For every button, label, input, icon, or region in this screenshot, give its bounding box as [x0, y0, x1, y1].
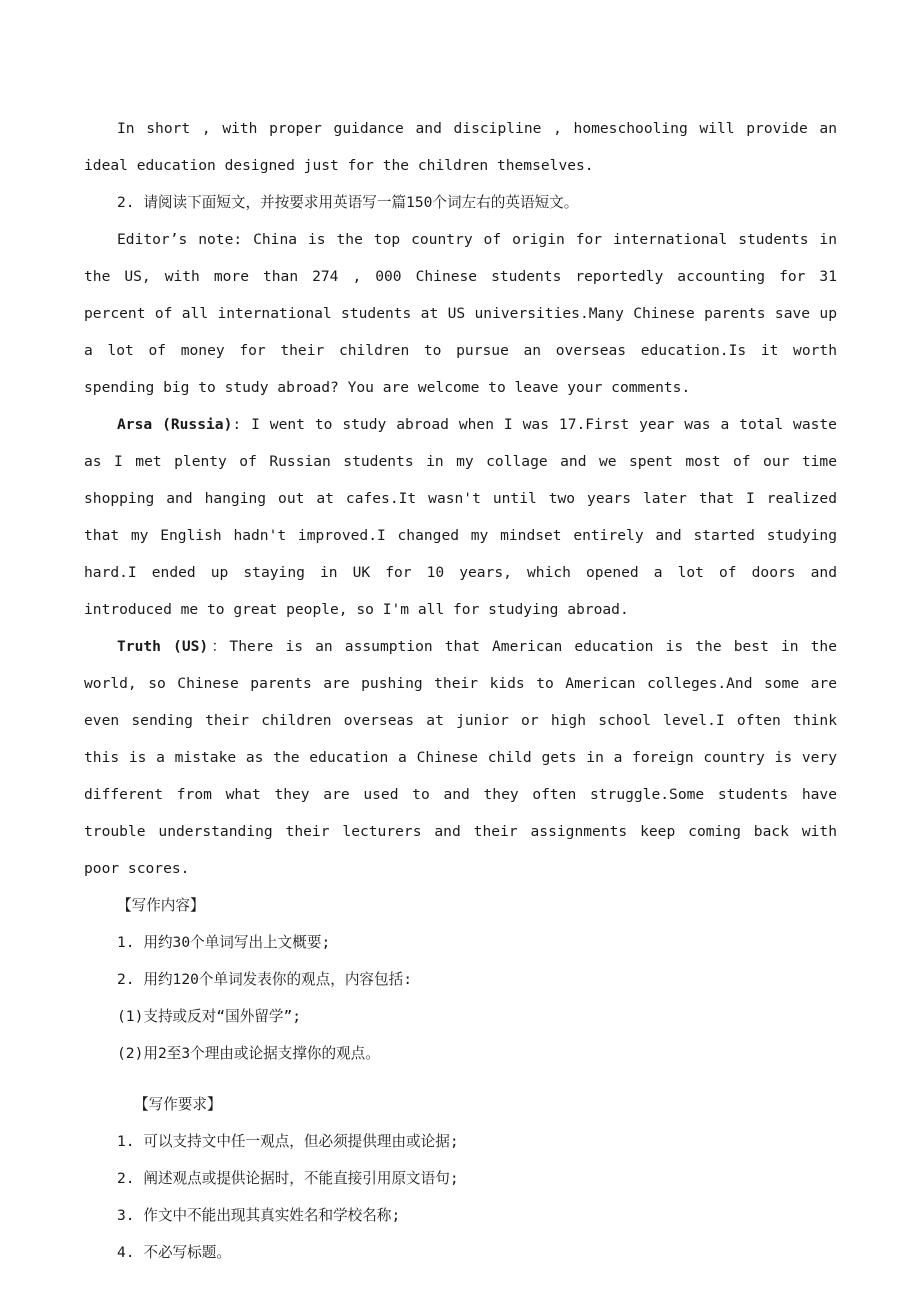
- writing-content-item: 1. 用约30个单词写出上文概要;: [117, 934, 331, 951]
- commenter-name-arsa: Arsa (Russia): [117, 416, 233, 433]
- writing-requirement-item: 3. 作文中不能出现其真实姓名和学校名称;: [117, 1207, 401, 1224]
- editors-note-paragraph: Editor’s note: China is the top country of origin for international students in the US, with more than 274 , 000 Chinese students reportedly accounting for 31 percent of all international students at US universities.Many Chinese parents save up a lot of money for their children to pursue an overseas education.Is it worth spending big to study abroad? You are welcome to leave your comments.: [84, 231, 837, 396]
- commenter-name-truth: Truth (US): [117, 638, 209, 655]
- comment-truth: [84, 628, 837, 887]
- section-spacer: [84, 1072, 837, 1086]
- document-body: [84, 110, 837, 1271]
- writing-content-item: 2. 用约120个单词发表你的观点，内容包括:: [117, 971, 413, 988]
- writing-content-heading: 【写作内容】: [117, 897, 205, 914]
- writing-requirement-item: 1. 可以支持文中任一观点，但必须提供理由或论据;: [117, 1133, 459, 1150]
- comment-text-truth: ：There is an assumption that American education is the best in the world, so Chinese parents are pushing their kids to American colleges.And some are even sending their children overseas at junior or high school level.I often think this is a mistake as the education a Chinese child gets in a foreign country is very different from what they are used to and they often struggle.Some students have trouble understanding their lecturers and their assignments keep coming back with poor scores.: [84, 638, 837, 877]
- intro-paragraph: In short , with proper guidance and discipline , homeschooling will provide an ideal education designed just for the children themselves.: [84, 120, 837, 174]
- writing-requirement-item: 4. 不必写标题。: [117, 1244, 231, 1261]
- comment-arsa: [84, 406, 837, 628]
- writing-content-item: (1)支持或反对“国外留学”;: [117, 1008, 302, 1025]
- writing-requirement-item: 2. 阐述观点或提供论据时，不能直接引用原文语句;: [117, 1170, 459, 1187]
- writing-content-item: (2)用2至3个理由或论据支撑你的观点。: [117, 1045, 380, 1062]
- task2-heading: 2. 请阅读下面短文，并按要求用英语写一篇150个词左右的英语短文。: [117, 194, 579, 211]
- writing-requirements-heading: 【写作要求】: [134, 1096, 222, 1113]
- comment-text-arsa: : I went to study abroad when I was 17.First year was a total waste as I met plenty of Russian students in my collage and we spent most of our time shopping and hanging out at cafes.It wasn't until two years later that I realized that my English hadn't improved.I changed my mindset entirely and started studying hard.I ended up staying in UK for 10 years, which opened a lot of doors and introduced me to great people, so I'm all for studying abroad.: [84, 416, 837, 618]
